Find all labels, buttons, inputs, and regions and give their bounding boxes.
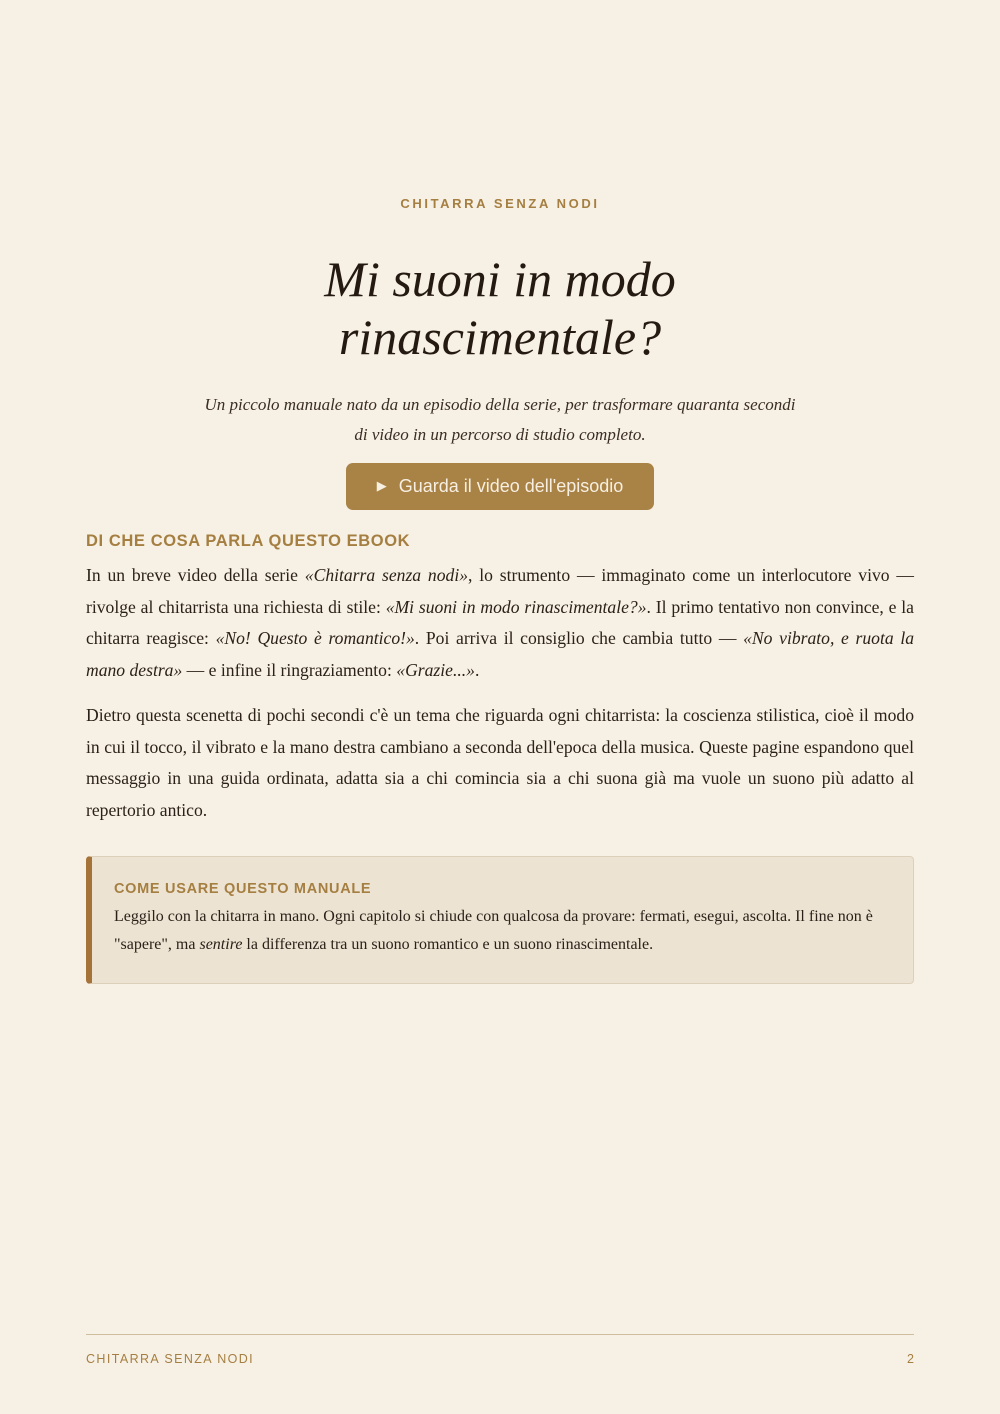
watch-video-label: Guarda il video dell'episodio: [398, 476, 624, 496]
text-run: . Il primo tentativo non convince, e la chitarra reagisce:: [86, 596, 914, 648]
footer-divider: [86, 1334, 914, 1335]
emphasis: sentire: [199, 936, 243, 953]
title-line-1: Mi suoni in modo: [324, 251, 676, 307]
play-icon: ▶: [376, 477, 387, 493]
text-run: , lo strumento — immaginato come un interlocutore vivo — rivolge al chitarrista una richiesta di stile:: [86, 565, 915, 617]
text-run: In un breve video della serie: [86, 565, 305, 585]
usage-note-title: COME USARE QUESTO MANUALE: [114, 881, 372, 897]
quote-series: «Chitarra senza nodi»: [304, 565, 469, 585]
title-line-2: rinascimentale?: [338, 309, 662, 365]
page-number: 2: [907, 1352, 914, 1366]
usage-note-text: [114, 903, 891, 959]
theme-paragraph: Dietro questa scenetta di pochi secondi c'è un tema che riguarda ogni chitarrista: la coscienza stilistica, cioè il modo in cui il tocco, il vibrato e la mano destra cambiano a seconda dell'epoca della musica. Queste pagine espandono quel messaggio in una guida ordinata, adatta sia a chi comincia sia a chi suona già ma vuole un suono più adatto al repertorio antico.: [86, 705, 914, 820]
text-run: .: [474, 659, 480, 680]
quote-advice: «No vibrato, e ruota la mano destra»: [86, 628, 914, 680]
footer-series-name: CHITARRA SENZA NODI: [86, 1352, 255, 1366]
quote-request: «Mi suoni in modo rinascimentale?»: [385, 596, 647, 617]
subtitle: Un piccolo manuale nato da un episodio della serie, per trasformare quaranta secondi di video in un percorso di studio completo.: [204, 395, 796, 444]
series-kicker: CHITARRA SENZA NODI: [400, 196, 600, 211]
text-run: la differenza tra un suono romantico e un suono rinascimentale.: [242, 936, 654, 953]
page-title: [86, 250, 914, 366]
text-run: . Poi arriva il consiglio che cambia tutto —: [414, 628, 744, 648]
text-run: — e infine il ringraziamento:: [182, 659, 397, 680]
section-heading: DI CHE COSA PARLA QUESTO EBOOK: [86, 532, 411, 550]
intro-paragraph: [86, 560, 914, 686]
quote-thanks: «Grazie...»: [396, 659, 475, 680]
watch-video-button[interactable]: [346, 463, 654, 510]
quote-reaction: «No! Questo è romantico!»: [215, 628, 415, 648]
usage-note: [86, 856, 914, 984]
text-run: Leggilo con la chitarra in mano. Ogni capitolo si chiude con qualcosa da provare: fermati, esegui, ascolta. Il fine non è "sapere", ma: [114, 908, 873, 953]
